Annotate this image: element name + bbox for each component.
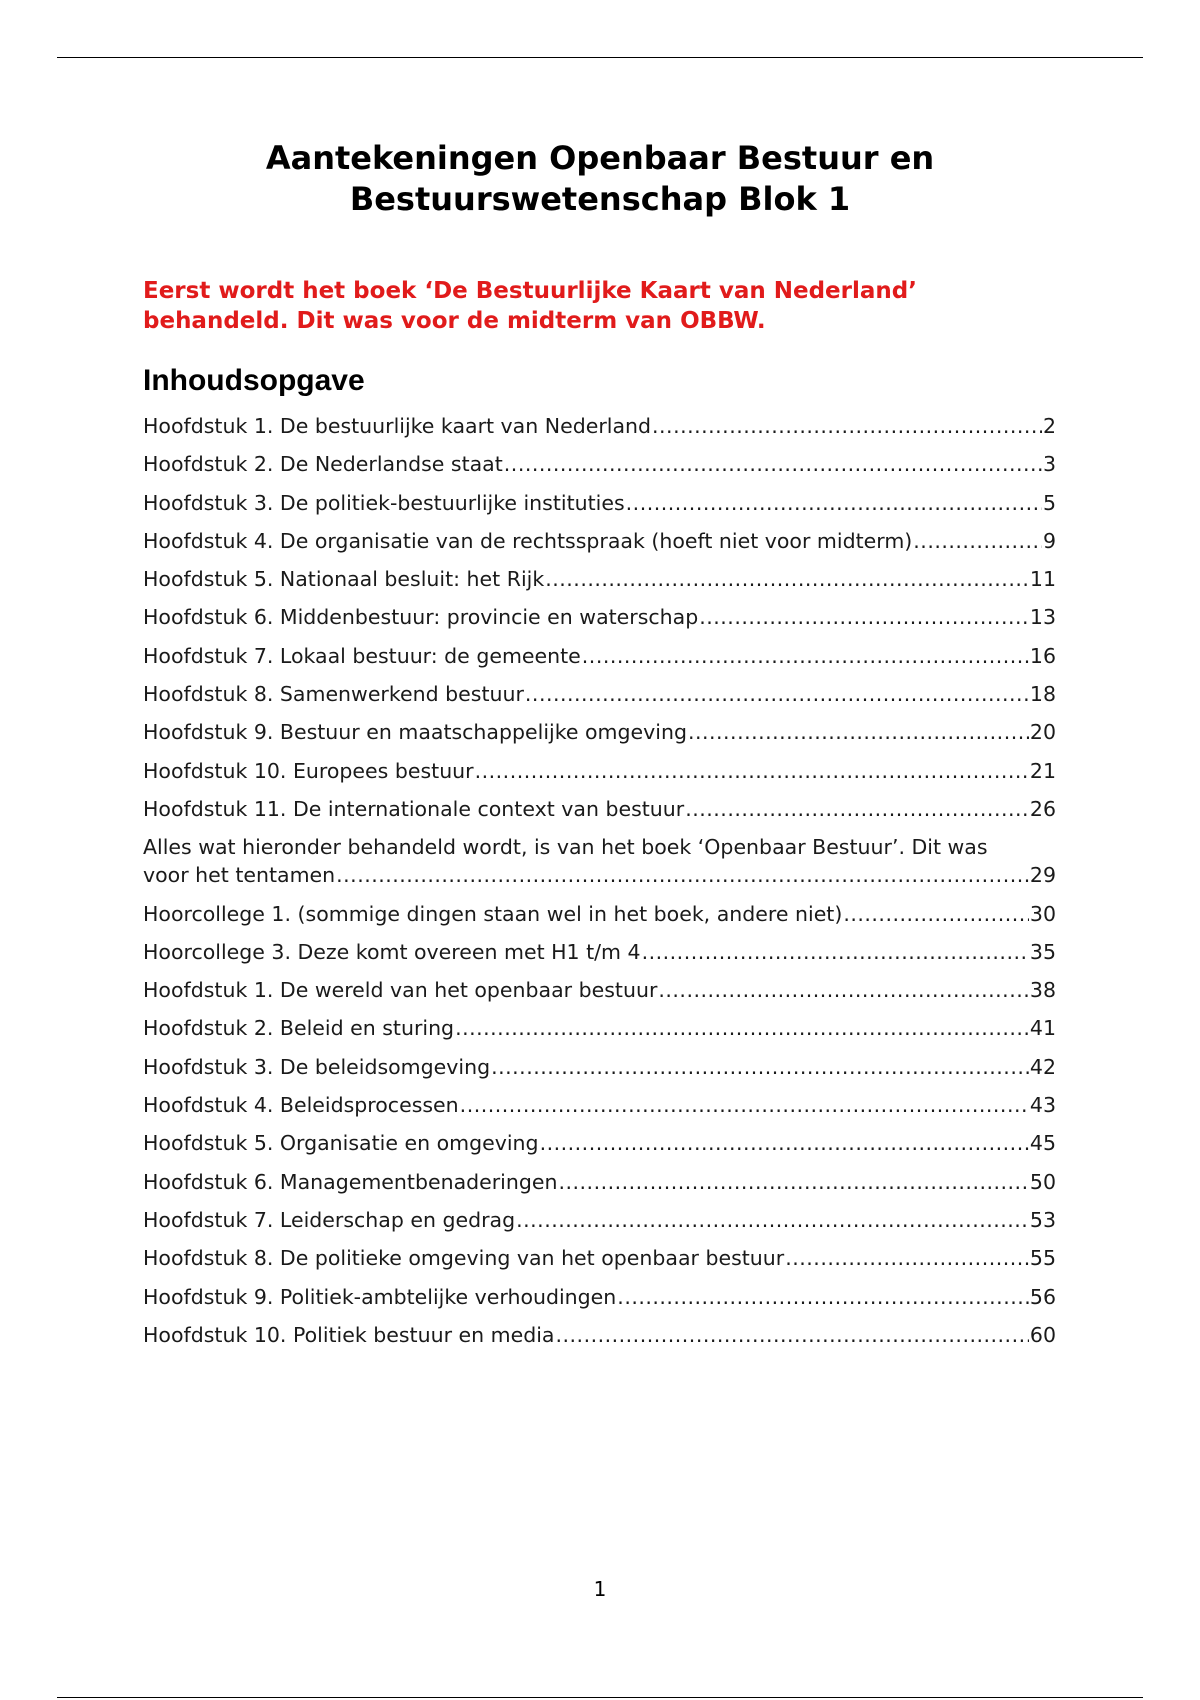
- toc-entry-label: Hoofdstuk 9. Politiek-ambtelijke verhoudingen: [143, 1284, 617, 1309]
- document-title-line-2: Bestuurswetenschap Blok 1: [349, 180, 851, 218]
- toc-entry-label: Hoofdstuk 1. De bestuurlijke kaart van Nederland: [143, 414, 652, 438]
- toc-entry[interactable]: [143, 565, 1056, 593]
- toc-entry[interactable]: [143, 642, 1056, 670]
- toc-entry-leader: [525, 680, 1029, 708]
- toc-entry-leader: [582, 642, 1029, 670]
- toc-entry-leader: [558, 1168, 1028, 1196]
- toc-entry-page: 53: [1029, 1207, 1056, 1232]
- toc-entry-page: 18: [1029, 682, 1056, 707]
- toc-entry-leader: [843, 900, 1029, 928]
- toc-entry-leader: [652, 412, 1042, 440]
- toc-entry[interactable]: [143, 1053, 1056, 1081]
- toc-entry-page: 5: [1042, 490, 1056, 515]
- toc-entry-leader: [617, 1283, 1029, 1311]
- toc-entry[interactable]: [143, 976, 1056, 1004]
- intro-note-line-1: Eerst wordt het boek ‘De Bestuurlijke Kaart van Nederland’: [143, 278, 917, 304]
- toc-entry-label: Hoofdstuk 4. Beleidsprocessen: [143, 1093, 459, 1118]
- toc-entry-page: 26: [1029, 796, 1056, 821]
- toc-entry-leader: [699, 603, 1029, 631]
- toc-entry[interactable]: [143, 1244, 1056, 1272]
- toc-entry-label: Hoofdstuk 2. Beleid en sturing: [143, 1016, 455, 1041]
- toc-entry-label: Hoofdstuk 6. Middenbestuur: provincie en waterschap: [143, 605, 699, 630]
- toc-entry-leader: [785, 1244, 1029, 1272]
- toc-entry-page: 20: [1029, 720, 1056, 745]
- toc-entry-leader: [460, 1091, 1029, 1119]
- toc-entry-label: Hoorcollege 1. (sommige dingen staan wel in het boek, andere niet): [143, 901, 843, 926]
- toc-entry-page: 56: [1029, 1284, 1056, 1309]
- toc-entry-page: 2: [1042, 414, 1056, 438]
- toc-entry-leader: [913, 527, 1042, 555]
- toc-entry-label: Hoofdstuk 8. De politieke omgeving van het openbaar bestuur: [143, 1246, 785, 1271]
- document-title-line-1: Aantekeningen Openbaar Bestuur en: [265, 139, 935, 177]
- document-title: [0, 138, 1200, 220]
- toc-entry-label: Hoofdstuk 6. Managementbenaderingen: [143, 1169, 558, 1194]
- toc-entry-label: Hoofdstuk 8. Samenwerkend bestuur: [143, 682, 524, 707]
- toc-entry-page: 21: [1029, 758, 1056, 783]
- toc-entry-page: 29: [1029, 863, 1056, 888]
- page-number: 1: [593, 1577, 607, 1601]
- toc-entry-leader: [455, 1014, 1029, 1042]
- toc-entry-leader: [516, 1206, 1029, 1234]
- toc-heading: Inhoudsopgave: [143, 364, 365, 397]
- toc-entry-label: Hoofdstuk 4. De organisatie van de rechtsspraak (hoeft niet voor midterm): [143, 528, 913, 553]
- toc-entry-label-line-2: voor het tentamen: [143, 863, 336, 888]
- toc-entry-leader: [540, 1129, 1029, 1157]
- toc-entry-label: Hoofdstuk 10. Politiek bestuur en media: [143, 1322, 555, 1347]
- toc-entry-page: 45: [1029, 1131, 1056, 1156]
- toc-entry[interactable]: [143, 900, 1056, 928]
- toc-entry-label: Hoofdstuk 3. De beleidsomgeving: [143, 1054, 491, 1079]
- toc-entry-leader: [545, 565, 1029, 593]
- table-of-contents: [143, 412, 1056, 1359]
- toc-entry-label: Hoofdstuk 3. De politiek-bestuurlijke instituties: [143, 490, 625, 515]
- toc-entry-page: 9: [1042, 528, 1056, 553]
- toc-entry-label: Hoofdstuk 10. Europees bestuur: [143, 758, 474, 783]
- toc-entry-page: 55: [1029, 1246, 1056, 1271]
- toc-entry-page: 3: [1042, 452, 1056, 477]
- toc-entry[interactable]: [143, 718, 1056, 746]
- toc-entry-leader: [475, 757, 1029, 785]
- toc-entry-page: 42: [1029, 1054, 1056, 1079]
- toc-entry[interactable]: [143, 1129, 1056, 1157]
- toc-entry[interactable]: [143, 1206, 1056, 1234]
- toc-entry[interactable]: [143, 680, 1056, 708]
- toc-entry[interactable]: [143, 1321, 1056, 1349]
- toc-entry-page: 38: [1029, 978, 1056, 1003]
- toc-entry-leader: [504, 450, 1042, 478]
- toc-entry-leader: [642, 938, 1029, 966]
- intro-note-line-2: behandeld. Dit was voor de midterm van OBBW.: [143, 308, 766, 334]
- toc-entry-page: 60: [1029, 1322, 1056, 1347]
- toc-entry-leader: [685, 795, 1029, 823]
- toc-entry[interactable]: [143, 450, 1056, 478]
- toc-entry-page: 41: [1029, 1016, 1056, 1041]
- toc-entry-page: 35: [1029, 939, 1056, 964]
- toc-entry[interactable]: [143, 489, 1056, 517]
- toc-entry-leader: [556, 1321, 1029, 1349]
- toc-entry[interactable]: [143, 412, 1056, 440]
- toc-entry-label: Hoofdstuk 5. Nationaal besluit: het Rijk: [143, 567, 545, 592]
- toc-entry-page: 11: [1029, 567, 1056, 592]
- toc-entry-label: Hoofdstuk 7. Leiderschap en gedrag: [143, 1207, 516, 1232]
- footer-rule: [57, 1697, 1143, 1698]
- toc-entry-page: 13: [1029, 605, 1056, 630]
- toc-entry-leader: [491, 1053, 1029, 1081]
- toc-entry-page: 30: [1029, 901, 1056, 926]
- intro-note: [143, 276, 1063, 336]
- toc-entry-label: Hoofdstuk 11. De internationale context van bestuur: [143, 796, 685, 821]
- toc-entry-page: 50: [1029, 1169, 1056, 1194]
- toc-entry[interactable]: [143, 1168, 1056, 1196]
- header-rule: [57, 57, 1143, 58]
- toc-entry[interactable]: [143, 795, 1056, 823]
- toc-entry[interactable]: [143, 938, 1056, 966]
- toc-entry-leader: [336, 861, 1029, 889]
- toc-entry-leader: [688, 718, 1029, 746]
- toc-entry-label: Hoofdstuk 9. Bestuur en maatschappelijke omgeving: [143, 720, 687, 745]
- toc-entry[interactable]: [143, 833, 1056, 889]
- toc-entry-label: Hoorcollege 3. Deze komt overeen met H1 t/m 4: [143, 939, 641, 964]
- toc-entry-page: 16: [1029, 643, 1056, 668]
- toc-entry-label: Hoofdstuk 5. Organisatie en omgeving: [143, 1131, 539, 1156]
- toc-entry-label-line-1: Alles wat hieronder behandeld wordt, is van het boek ‘Openbaar Bestuur’. Dit was: [143, 835, 988, 860]
- toc-entry-leader: [658, 976, 1029, 1004]
- toc-entry-leader: [626, 489, 1042, 517]
- toc-entry[interactable]: [143, 1091, 1056, 1119]
- toc-entry[interactable]: [143, 757, 1056, 785]
- toc-entry[interactable]: [143, 1014, 1056, 1042]
- toc-entry[interactable]: [143, 527, 1056, 555]
- toc-entry[interactable]: [143, 603, 1056, 631]
- toc-entry-label: Hoofdstuk 2. De Nederlandse staat: [143, 452, 503, 477]
- toc-entry[interactable]: [143, 1283, 1056, 1311]
- toc-entry-page: 43: [1029, 1093, 1056, 1118]
- toc-entry-label: Hoofdstuk 7. Lokaal bestuur: de gemeente: [143, 643, 581, 668]
- toc-entry-label: Hoofdstuk 1. De wereld van het openbaar bestuur: [143, 978, 658, 1003]
